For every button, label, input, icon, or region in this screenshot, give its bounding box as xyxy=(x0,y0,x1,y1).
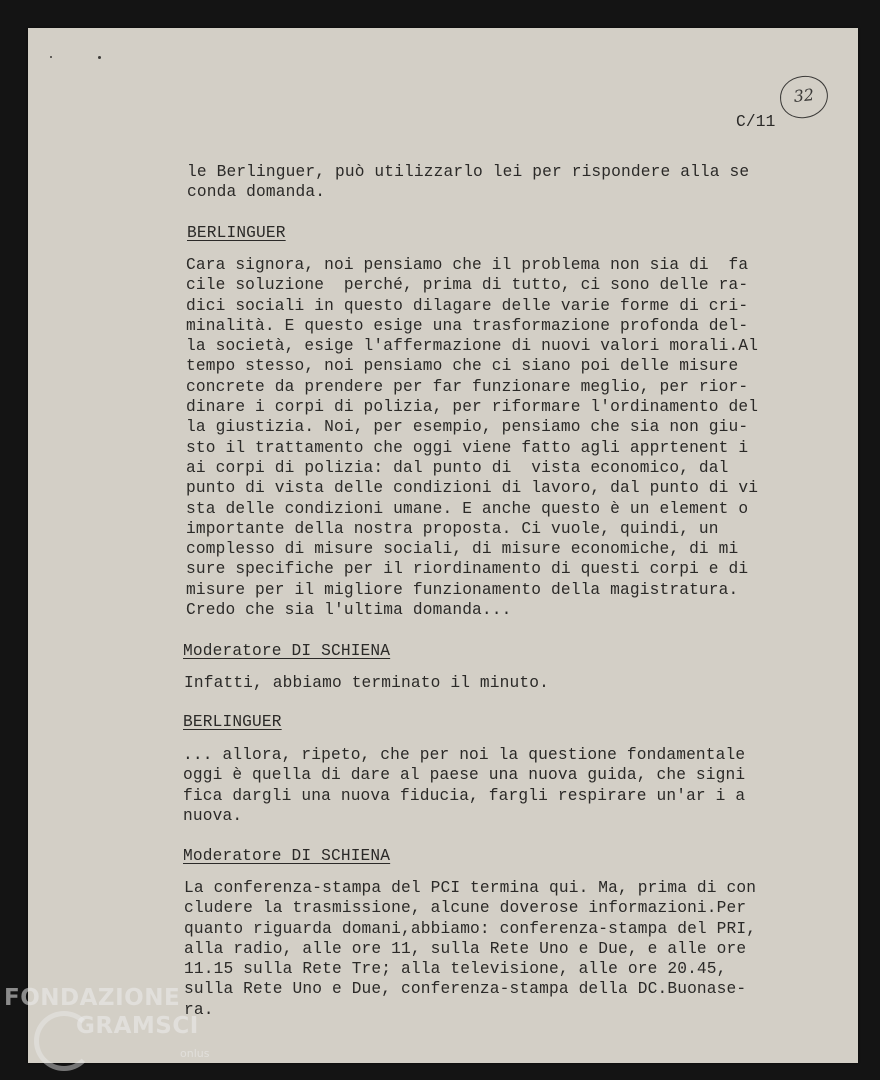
speaker-heading: Moderatore DI SCHIENA xyxy=(183,847,391,865)
watermark-subtitle: GRAMSCI xyxy=(76,1013,199,1039)
speaker-heading: BERLINGUER xyxy=(183,713,282,731)
paper-speck xyxy=(98,56,101,59)
archive-watermark xyxy=(4,985,214,1075)
continuation-text: le Berlinguer, può utilizzarlo lei per rispondere alla se conda domanda. xyxy=(187,163,750,202)
speaker-heading: BERLINGUER xyxy=(187,224,286,242)
watermark-title: FONDAZIONE xyxy=(4,985,181,1011)
speaker-heading: Moderatore DI SCHIENA xyxy=(183,642,391,660)
speaker-paragraph: Infatti, abbiamo terminato il minuto. xyxy=(184,674,549,692)
speaker-paragraph: La conferenza-stampa del PCI termina qui. Ma, prima di con cludere la trasmissione, alcune doverose informazioni.Per quanto riguarda domani,abbiamo: conferenza-stampa del PRI, alla radio, alle ore 11, sulla Rete Uno e Due, e alle ore 11.15 sulla Rete Tre; alla televisione, alle ore 20.45, sulla Rete Uno e Due, conferenza-stampa della DC.Buonase- ra. xyxy=(184,879,757,1019)
document-page xyxy=(28,28,858,1063)
watermark-suffix: onlus xyxy=(180,1047,210,1060)
document-reference: C/11 xyxy=(736,113,776,131)
paper-speck xyxy=(50,56,52,58)
speaker-paragraph: ... allora, ripeto, che per noi la questione fondamentale oggi è quella di dare al paese una nuova guida, che signi fica dargli una nuova fiducia, fargli respirare un'ar i a nuova. xyxy=(183,746,746,825)
page-number-handwritten: 32 xyxy=(778,74,830,121)
speaker-paragraph: Cara signora, noi pensiamo che il problema non sia di fa cile soluzione perché, prima di tutto, ci sono delle ra- dici sociali in questo dilagare delle varie forme di cri- minalità. E questo esige una trasformazione profonda del- la società, esige l'affermazione di nuovi valori morali.Al tempo stesso, noi pensiamo che ci siano poi delle misure concrete da prendere per far funzionare meglio, per rior- dinare i corpi di polizia, per riformare l'ordinamento del la giustizia. Noi, per esempio, pensiamo che sia non giu- sto il trattamento che oggi viene fatto agli apprtenent i ai corpi di polizia: dal punto di vista economico, dal punto di vista delle condizioni di lavoro, dal punto di vi sta delle condizioni umane. E anche questo è un element o importante della nostra proposta. Ci vuole, quindi, un complesso di misure sociali, di misure economiche, di mi sure specifiche per il riordinamento di questi corpi e di misure per il migliore funzionamento della magistratura. Credo che sia l'ultima domanda... xyxy=(186,256,759,620)
